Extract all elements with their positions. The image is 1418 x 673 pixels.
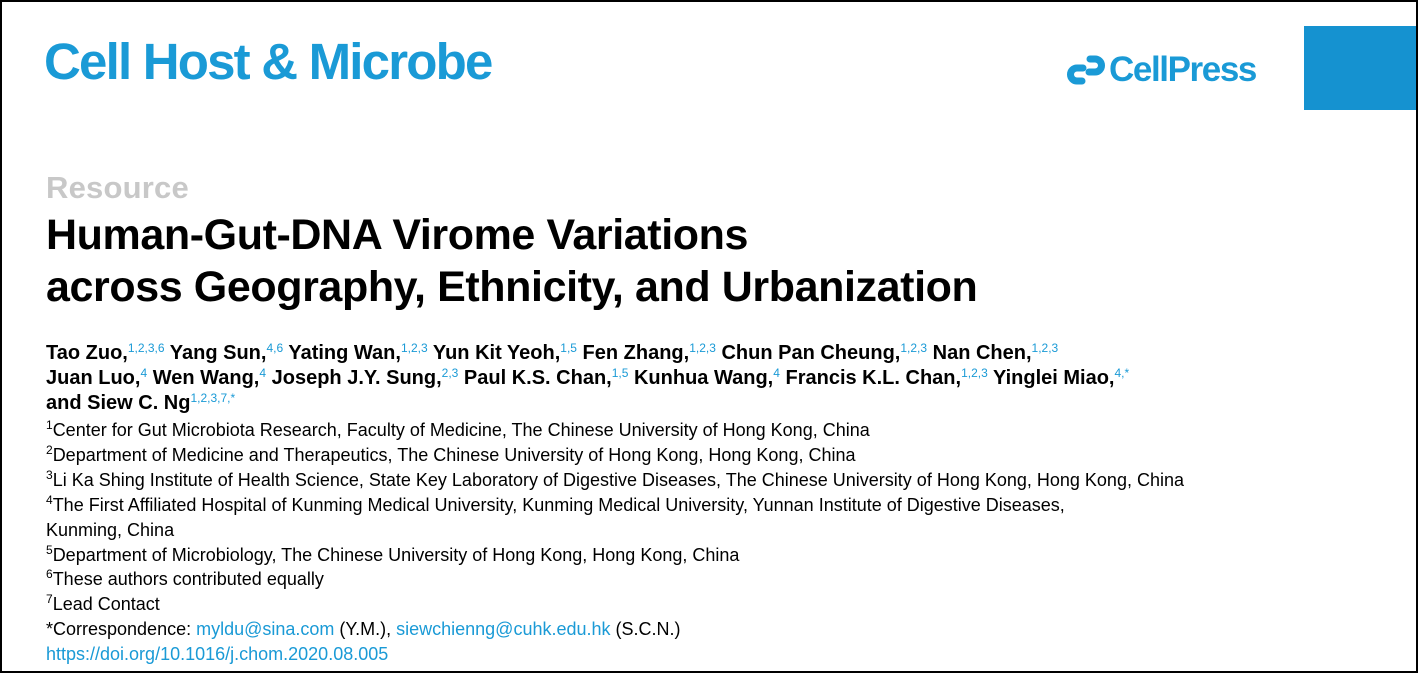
affiliation-continuation: Kunming, China: [46, 519, 175, 540]
author-name: Paul K.S. Chan,: [463, 367, 612, 389]
affiliation-item: [46, 493, 1366, 518]
author-name: Joseph J.Y. Sung,: [271, 367, 442, 389]
email-link-ym[interactable]: myldu@sina.com: [196, 619, 335, 640]
affiliation-text: Department of Medicine and Therapeutics, The Chinese University of Hong Kong, Hong Kong, China: [52, 444, 856, 465]
affiliation-number: 7: [46, 592, 53, 607]
author-affil-sup[interactable]: 4,*: [1114, 366, 1130, 380]
doi-link[interactable]: https://doi.org/10.1016/j.chom.2020.08.005: [46, 644, 389, 665]
author-name: Wen Wang,: [152, 367, 260, 389]
author-name: Francis K.L. Chan,: [785, 367, 962, 389]
affiliation-text: Lead Contact: [52, 594, 160, 615]
author-affil-sup[interactable]: 1,5: [611, 366, 629, 380]
email-suffix-scn: (S.C.N.): [610, 619, 681, 640]
author-list: [46, 341, 1366, 416]
email-suffix-ym: (Y.M.),: [334, 619, 397, 640]
author-affil-sup[interactable]: 1,5: [560, 341, 577, 355]
cellpress-logo-icon: [1066, 50, 1106, 90]
affiliation-number: 6: [46, 567, 53, 582]
author-line-2: [46, 366, 1366, 391]
affiliation-text: Department of Microbiology, The Chinese University of Hong Kong, Hong Kong, China: [52, 544, 740, 565]
affiliation-number: 3: [46, 467, 53, 482]
author-affil-sup[interactable]: 1,2,3,6: [127, 341, 165, 355]
publisher-name: CellPress: [1109, 50, 1256, 89]
cellpress-logo: [1066, 50, 1256, 90]
affiliation-text: Li Ka Shing Institute of Health Science, State Key Laboratory of Digestive Diseases, The Chinese University of Hong Kong, Hong Kong, China: [52, 469, 1184, 490]
author-name: Yun Kit Yeoh,: [432, 342, 561, 364]
affiliation-list: [46, 418, 1366, 667]
affiliation-item: [46, 468, 1366, 493]
title-line-2: across Geography, Ethnicity, and Urbanization: [46, 263, 978, 311]
author-name: and Siew C. Ng: [46, 392, 191, 414]
author-name: Yinglei Miao,: [992, 367, 1115, 389]
affiliation-number: 2: [46, 442, 53, 457]
author-affil-sup[interactable]: 1,2,3: [961, 366, 988, 380]
correspondence-line: [46, 617, 1366, 642]
email-link-scn[interactable]: siewchienng@cuhk.edu.hk: [396, 619, 611, 640]
affiliation-text: Center for Gut Microbiota Research, Faculty of Medicine, The Chinese University of Hong Kong, China: [52, 420, 870, 440]
article-type-label: Resource: [46, 170, 189, 205]
author-name: Tao Zuo,: [46, 342, 128, 364]
author-name: Chun Pan Cheung,: [721, 342, 901, 364]
author-line-3: [46, 391, 1366, 416]
affiliation-number: 1: [46, 418, 53, 432]
author-affil-sup[interactable]: 1,2,3: [400, 341, 428, 355]
author-affil-sup[interactable]: 4: [259, 366, 267, 380]
affiliation-item: [46, 443, 1366, 468]
author-name: Yang Sun,: [169, 342, 267, 364]
author-name: Nan Chen,: [932, 342, 1032, 364]
doi-line: [46, 642, 1366, 667]
affiliation-text: The First Affiliated Hospital of Kunming Medical University, Kunming Medical University, Yunnan Institute of Digestive Diseases,: [52, 494, 1065, 515]
author-line-1: [46, 341, 1366, 366]
author-name: Kunhua Wang,: [633, 367, 774, 389]
author-affil-sup[interactable]: 2,3: [441, 366, 459, 380]
author-affil-sup[interactable]: 1,2,3: [689, 341, 716, 355]
corner-color-block: [1304, 26, 1418, 110]
author-affil-sup[interactable]: 1,2,3,7,*: [190, 391, 236, 405]
affiliation-number: 5: [46, 542, 53, 557]
author-affil-sup[interactable]: 1,2,3: [900, 341, 928, 355]
affiliation-item: [46, 567, 1366, 592]
author-affil-sup[interactable]: 4,6: [266, 341, 284, 355]
affiliation-number: 4: [46, 492, 53, 507]
affiliation-item: [46, 543, 1366, 568]
correspondence-prefix: *Correspondence:: [46, 619, 197, 640]
journal-name: Cell Host & Microbe: [44, 33, 492, 90]
affiliation-item: [46, 592, 1366, 617]
author-name: Yating Wan,: [288, 342, 401, 364]
author-affil-sup[interactable]: 4: [773, 366, 780, 380]
author-name: Fen Zhang,: [582, 342, 690, 364]
author-affil-sup[interactable]: 4: [140, 366, 148, 380]
title-line-1: Human-Gut-DNA Virome Variations: [46, 211, 748, 259]
author-affil-sup[interactable]: 1,2,3: [1031, 341, 1059, 355]
affiliation-text: These authors contributed equally: [52, 569, 324, 590]
author-name: Juan Luo,: [46, 367, 141, 389]
article-title: [46, 209, 977, 313]
affiliation-item: [46, 418, 1366, 443]
